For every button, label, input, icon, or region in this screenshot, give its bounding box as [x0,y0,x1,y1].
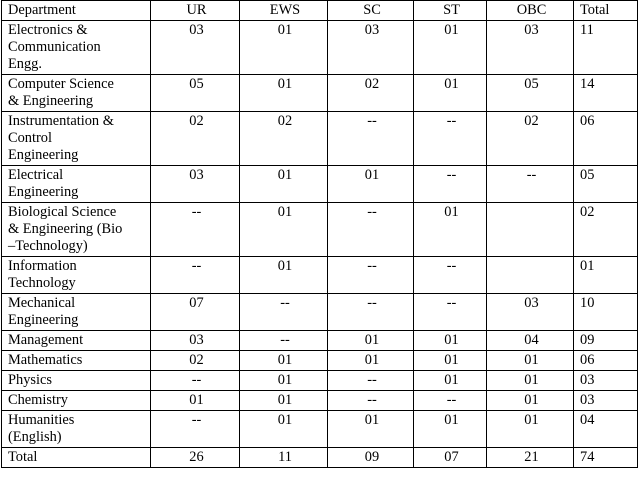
table-header-row [2,1,638,21]
table-row [2,331,638,351]
total-cell: 11 [574,21,638,75]
ur-cell: 03 [151,331,240,351]
department-cell: Information Technology [2,257,151,294]
department-cell: Mechanical Engineering [2,294,151,331]
sc-cell: 01 [328,166,414,203]
sc-cell: -- [328,203,414,257]
st-cell: 01 [414,21,487,75]
obc-cell: 01 [487,391,574,411]
department-cell: Computer Science & Engineering [2,75,151,112]
total-cell: 09 [574,331,638,351]
table-row [2,203,638,257]
total-cell: 03 [574,371,638,391]
ews-cell: 01 [240,411,328,448]
ur-cell: 07 [151,294,240,331]
table-total-row [2,448,638,468]
ur-cell: 03 [151,21,240,75]
total-cell: 14 [574,75,638,112]
department-cell: Biological Science & Engineering (Bio –Technology) [2,203,151,257]
department-cell: Electrical Engineering [2,166,151,203]
header-total: Total [574,1,638,21]
vacancy-table [1,0,638,468]
department-cell: Total [2,448,151,468]
sc-cell: 01 [328,351,414,371]
ur-cell: 03 [151,166,240,203]
sc-cell: 01 [328,331,414,351]
st-cell: -- [414,391,487,411]
header-sc: SC [328,1,414,21]
header-department: Department [2,1,151,21]
total-cell: 04 [574,411,638,448]
obc-cell: 02 [487,112,574,166]
table-row [2,411,638,448]
obc-cell: 01 [487,371,574,391]
department-cell: Humanities (English) [2,411,151,448]
obc-cell: 05 [487,75,574,112]
total-cell: 01 [574,257,638,294]
st-cell: 01 [414,75,487,112]
st-cell: 07 [414,448,487,468]
department-cell: Electronics & Communication Engg. [2,21,151,75]
ews-cell: 02 [240,112,328,166]
header-ews: EWS [240,1,328,21]
obc-cell [487,257,574,294]
header-obc: OBC [487,1,574,21]
obc-cell: 01 [487,411,574,448]
total-cell: 06 [574,112,638,166]
ews-cell: 01 [240,75,328,112]
obc-cell [487,203,574,257]
sc-cell: -- [328,257,414,294]
st-cell: -- [414,112,487,166]
ur-cell: -- [151,411,240,448]
st-cell: 01 [414,331,487,351]
st-cell: 01 [414,371,487,391]
total-cell: 10 [574,294,638,331]
obc-cell: 04 [487,331,574,351]
st-cell: 01 [414,351,487,371]
sc-cell: 01 [328,411,414,448]
sc-cell: -- [328,112,414,166]
ews-cell: 01 [240,371,328,391]
st-cell: 01 [414,411,487,448]
ur-cell: -- [151,257,240,294]
table-row [2,112,638,166]
obc-cell: 01 [487,351,574,371]
department-cell: Physics [2,371,151,391]
ur-cell: -- [151,371,240,391]
sc-cell: -- [328,371,414,391]
ews-cell: 01 [240,203,328,257]
table-row [2,294,638,331]
st-cell: 01 [414,203,487,257]
sc-cell: -- [328,391,414,411]
obc-cell: -- [487,166,574,203]
ews-cell: 01 [240,391,328,411]
total-cell: 03 [574,391,638,411]
obc-cell: 03 [487,21,574,75]
table-row [2,351,638,371]
sc-cell: 09 [328,448,414,468]
st-cell: -- [414,166,487,203]
department-cell: Instrumentation & Control Engineering [2,112,151,166]
ews-cell: -- [240,294,328,331]
sc-cell: 02 [328,75,414,112]
table-row [2,257,638,294]
total-cell: 05 [574,166,638,203]
header-ur: UR [151,1,240,21]
ews-cell: 11 [240,448,328,468]
department-cell: Mathematics [2,351,151,371]
obc-cell: 21 [487,448,574,468]
sc-cell: 03 [328,21,414,75]
table-row [2,371,638,391]
ur-cell: 05 [151,75,240,112]
department-cell: Management [2,331,151,351]
header-st: ST [414,1,487,21]
total-cell: 06 [574,351,638,371]
table-body [2,21,638,468]
st-cell: -- [414,294,487,331]
department-cell: Chemistry [2,391,151,411]
total-cell: 74 [574,448,638,468]
ur-cell: -- [151,203,240,257]
ews-cell: 01 [240,351,328,371]
total-cell: 02 [574,203,638,257]
table-row [2,75,638,112]
sc-cell: -- [328,294,414,331]
ur-cell: 01 [151,391,240,411]
ur-cell: 02 [151,351,240,371]
ur-cell: 02 [151,112,240,166]
table-row [2,21,638,75]
obc-cell: 03 [487,294,574,331]
ews-cell: 01 [240,257,328,294]
st-cell: -- [414,257,487,294]
ews-cell: 01 [240,166,328,203]
table-row [2,391,638,411]
ews-cell: -- [240,331,328,351]
table-row [2,166,638,203]
ur-cell: 26 [151,448,240,468]
ews-cell: 01 [240,21,328,75]
